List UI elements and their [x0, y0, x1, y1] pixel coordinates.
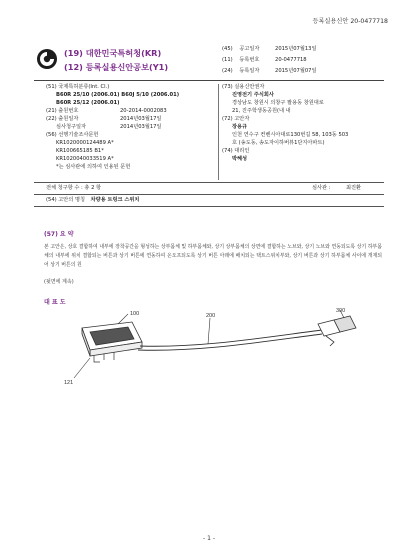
header-divider: [34, 80, 384, 81]
continued-note: (뒷면에 계속): [44, 279, 74, 285]
pub-label: 등록번호: [239, 57, 260, 63]
device-title-name: 차량용 트렁크 스위치: [90, 197, 140, 203]
ipc-heading: (51) 국제특허분류(Int. Cl.): [46, 84, 110, 90]
pub-info-row: [222, 68, 316, 75]
prior-art-item: KR1020000124489 A*: [56, 140, 114, 146]
page-number: - 1 -: [203, 535, 215, 542]
holder-address: 경상남도 창원시 의창구 팔용동 창원대로: [232, 100, 324, 106]
kipo-logo-icon: [36, 48, 58, 70]
agent-heading: (74) 대리인: [222, 148, 250, 154]
figure-label: 121: [64, 380, 74, 386]
pub-code: (45): [222, 46, 233, 52]
claims-bottom-rule: [34, 194, 384, 195]
application-number-label: (21) 출원번호: [46, 108, 79, 114]
figure-label: 300: [336, 308, 346, 314]
abstract-heading: (57) 요 약: [44, 231, 74, 238]
pub-info-row: [222, 57, 307, 64]
title-bottom-rule: [34, 206, 384, 207]
device-title-label: (54) 고안의 명칭: [46, 197, 86, 203]
pub-value: 20-0477718: [275, 57, 307, 63]
prior-art-item: KR100665185 B1*: [56, 148, 104, 154]
pub-code: (11): [222, 57, 233, 63]
designer-name: 장용규: [232, 124, 248, 130]
cable-line: [140, 330, 322, 346]
pub-value: 2015년07월13일: [275, 46, 317, 52]
agent-name: 박혜성: [232, 156, 248, 162]
holder-heading: (73) 실용신안권자: [222, 84, 265, 90]
examiner-label: 심사관 :: [312, 185, 331, 191]
designer-heading: (72) 고안자: [222, 116, 250, 122]
trunk-switch-housing: [82, 322, 142, 356]
gazette-title: (12) 등록실용신안공보(Y1): [64, 62, 169, 72]
prior-art-note: *는 심사관에 의하여 인용된 문헌: [56, 164, 131, 170]
column-divider: [218, 84, 219, 180]
exam-date-label: 심사청구일자: [56, 124, 87, 130]
figure-label: 100: [130, 311, 140, 317]
examiner-name: 최진환: [346, 185, 362, 191]
pub-value: 2015년07월07일: [275, 68, 317, 74]
pub-label: 등록일자: [239, 68, 260, 74]
pub-code: (24): [222, 68, 233, 74]
ipc-line: B60R 25/10 (2006.01) B60J 5/10 (2006.01): [56, 92, 180, 98]
prior-art-heading: (56) 선행기술조사문헌: [46, 132, 99, 138]
device-title-row: [46, 197, 139, 204]
claims-count: 전체 청구항 수 : 총 2 항: [46, 185, 102, 191]
figure-heading: 대 표 도: [44, 299, 66, 306]
pub-label: 공고일자: [239, 46, 260, 52]
representative-drawing: [60, 308, 380, 398]
figure-label: 200: [206, 313, 216, 319]
connector: [318, 316, 356, 346]
filing-date: 2014년03월17일: [120, 116, 162, 122]
office-title: (19) 대한민국특허청(KR): [64, 48, 162, 58]
ipc-line: B60R 25/12 (2006.01): [56, 100, 120, 106]
abstract-body: 본 고안은, 상호 결합하여 내부에 장착공간을 형성하는 상부몸체 및 하부몸체와, 상기 상부몸체의 상면에 결합하는 노브와, 상기 노브와 연동되도록 상기 하부몸체의 내부에 위치 결합되는 버튼과 상기 버튼에 연동하여 온오프되도록 상기 버튼 아래에 배치되는 택트스위치부와, 상기 버튼과 상기 하부몸체 사이에 개재되어 상기 버튼의 원: [44, 244, 382, 268]
holder-address: 21, 진주학생동공원(내 내: [232, 108, 291, 114]
registration-number: 등록실용신안 20-0477718: [312, 18, 388, 25]
application-number: 20-2014-0002083: [120, 108, 167, 114]
designer-address: 호 (송도동, 송도자이하버뷰1단지아파트): [232, 140, 325, 146]
pub-info-row: [222, 46, 316, 53]
exam-date: 2014년03월17일: [120, 124, 162, 130]
holder-name: 진영전기 주식회사: [232, 92, 274, 98]
filing-date-label: (22) 출원일자: [46, 116, 79, 122]
claims-top-rule: [34, 182, 384, 183]
designer-address: 인천 연수구 컨벤시아대로130번길 58, 103동 503: [232, 132, 349, 138]
prior-art-item: KR1020040033519 A*: [56, 156, 114, 162]
